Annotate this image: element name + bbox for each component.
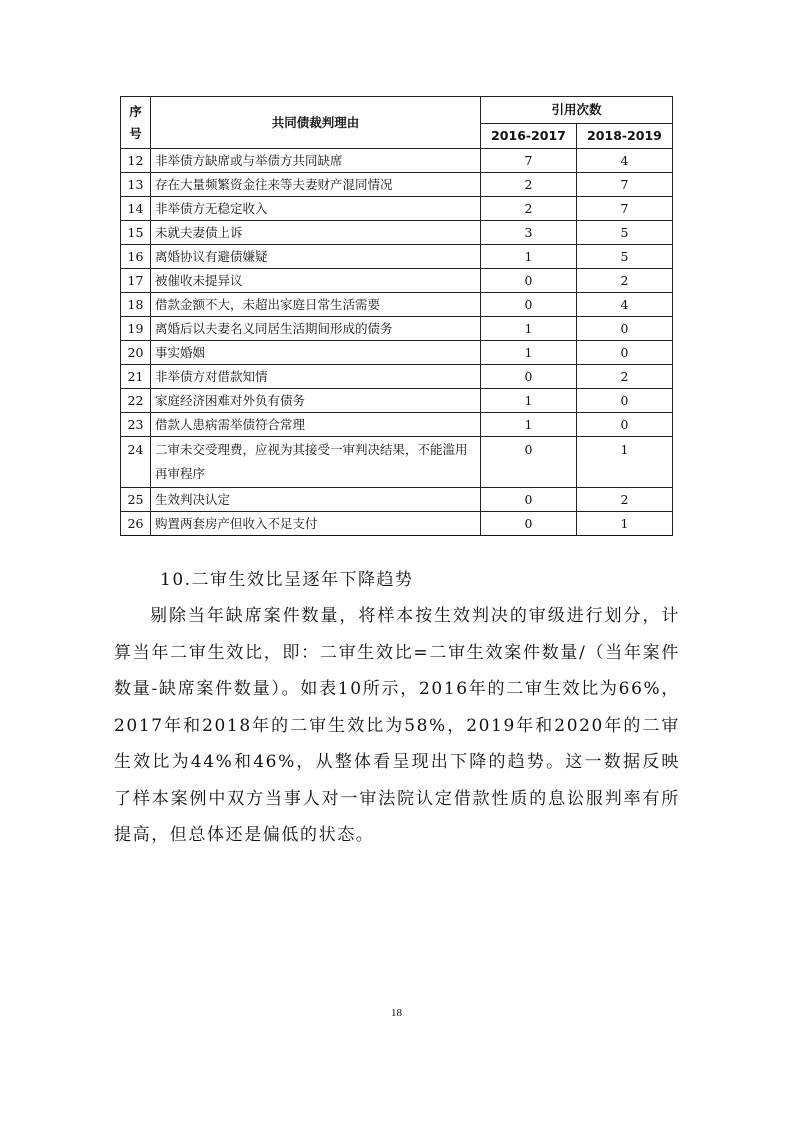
row-number-cell: 12 (121, 149, 151, 173)
row-count-2016-2017-cell: 1 (481, 245, 577, 269)
row-count-2018-2019-cell: 1 (577, 437, 673, 488)
row-count-2018-2019-cell: 5 (577, 245, 673, 269)
row-reason-cell: 非举债方缺席或与举债方共同缺席 (151, 149, 481, 173)
row-count-2018-2019-cell: 0 (577, 413, 673, 437)
row-count-2018-2019-cell: 0 (577, 317, 673, 341)
table-row (121, 437, 673, 488)
table-row (121, 512, 673, 536)
row-count-2016-2017-cell: 0 (481, 437, 577, 488)
header-reason: 共同债裁判理由 (151, 97, 481, 149)
row-number-cell: 13 (121, 173, 151, 197)
table-row (121, 365, 673, 389)
section-heading: 10.二审生效比呈逐年下降趋势 (160, 570, 414, 590)
row-number-cell: 24 (121, 437, 151, 488)
table-row (121, 173, 673, 197)
row-reason-cell: 非举债方对借款知情 (151, 365, 481, 389)
row-count-2018-2019-cell: 2 (577, 269, 673, 293)
page-number: 18 (391, 1007, 402, 1019)
table-row (121, 245, 673, 269)
row-number-cell: 21 (121, 365, 151, 389)
body-paragraph: 剔除当年缺席案件数量，将样本按生效判决的审级进行划分，计算当年二审生效比，即：二审生效比=二审生效案件数量/（当年案件数量-缺席案件数量）。如表10所示，2016年的二审生效比为66%，2017年和2018年的二审生效比为58%，2019年和2020年的二审生效比为44%和46%，从整体看呈现出下降的趋势。这一数据反映了样本案例中双方当事人对一审法院认定借款性质的息讼服判率有所提高，但总体还是偏低的状态。 (114, 606, 680, 845)
row-count-2016-2017-cell: 7 (481, 149, 577, 173)
table-body (121, 149, 673, 536)
row-reason-cell: 离婚协议有避债嫌疑 (151, 245, 481, 269)
row-count-2018-2019-cell: 2 (577, 365, 673, 389)
row-reason-cell: 借款金额不大，未超出家庭日常生活需要 (151, 293, 481, 317)
table-row (121, 221, 673, 245)
table-row (121, 341, 673, 365)
row-reason-cell: 非举债方无稳定收入 (151, 197, 481, 221)
row-count-2016-2017-cell: 0 (481, 269, 577, 293)
header-serial-number: 序号 (121, 97, 151, 149)
row-count-2016-2017-cell: 0 (481, 512, 577, 536)
row-number-cell: 23 (121, 413, 151, 437)
row-number-cell: 26 (121, 512, 151, 536)
row-number-cell: 15 (121, 221, 151, 245)
row-count-2018-2019-cell: 7 (577, 197, 673, 221)
row-count-2016-2017-cell: 1 (481, 341, 577, 365)
row-count-2018-2019-cell: 0 (577, 341, 673, 365)
row-count-2016-2017-cell: 2 (481, 173, 577, 197)
row-count-2016-2017-cell: 2 (481, 197, 577, 221)
row-reason-cell: 事实婚姻 (151, 341, 481, 365)
table-row (121, 413, 673, 437)
header-year-2016-2017: 2016-2017 (481, 124, 577, 149)
row-reason-cell: 被催收未提异议 (151, 269, 481, 293)
header-year-2018-2019: 2018-2019 (577, 124, 673, 149)
row-count-2016-2017-cell: 0 (481, 293, 577, 317)
row-reason-cell: 生效判决认定 (151, 488, 481, 512)
row-reason-cell: 离婚后以夫妻名义同居生活期间形成的债务 (151, 317, 481, 341)
row-reason-cell: 家庭经济困难对外负有债务 (151, 389, 481, 413)
row-number-cell: 18 (121, 293, 151, 317)
row-count-2018-2019-cell: 1 (577, 512, 673, 536)
row-count-2016-2017-cell: 1 (481, 413, 577, 437)
row-reason-cell: 借款人患病需举债符合常理 (151, 413, 481, 437)
row-count-2016-2017-cell: 0 (481, 488, 577, 512)
row-reason-cell: 存在大量频繁资金往来等夫妻财产混同情况 (151, 173, 481, 197)
row-number-cell: 20 (121, 341, 151, 365)
row-number-cell: 19 (121, 317, 151, 341)
row-number-cell: 17 (121, 269, 151, 293)
row-count-2018-2019-cell: 4 (577, 293, 673, 317)
row-count-2016-2017-cell: 1 (481, 317, 577, 341)
row-reason-cell: 购置两套房产但收入不足支付 (151, 512, 481, 536)
row-count-2018-2019-cell: 5 (577, 221, 673, 245)
row-count-2018-2019-cell: 2 (577, 488, 673, 512)
table-row (121, 389, 673, 413)
table-row (121, 317, 673, 341)
row-number-cell: 16 (121, 245, 151, 269)
row-reason-cell: 未就夫妻债上诉 (151, 221, 481, 245)
row-count-2016-2017-cell: 3 (481, 221, 577, 245)
row-count-2016-2017-cell: 0 (481, 365, 577, 389)
row-count-2018-2019-cell: 0 (577, 389, 673, 413)
row-count-2018-2019-cell: 4 (577, 149, 673, 173)
table-row (121, 149, 673, 173)
joint-debt-reasons-table (120, 96, 673, 536)
header-citation-count: 引用次数 (481, 97, 673, 124)
table-row (121, 269, 673, 293)
row-number-cell: 22 (121, 389, 151, 413)
table-row (121, 293, 673, 317)
row-count-2016-2017-cell: 1 (481, 389, 577, 413)
table-row (121, 488, 673, 512)
table-row (121, 197, 673, 221)
row-number-cell: 14 (121, 197, 151, 221)
row-number-cell: 25 (121, 488, 151, 512)
row-count-2018-2019-cell: 7 (577, 173, 673, 197)
row-reason-cell: 二审未交受理费，应视为其接受一审判决结果，不能滥用再审程序 (151, 437, 481, 488)
